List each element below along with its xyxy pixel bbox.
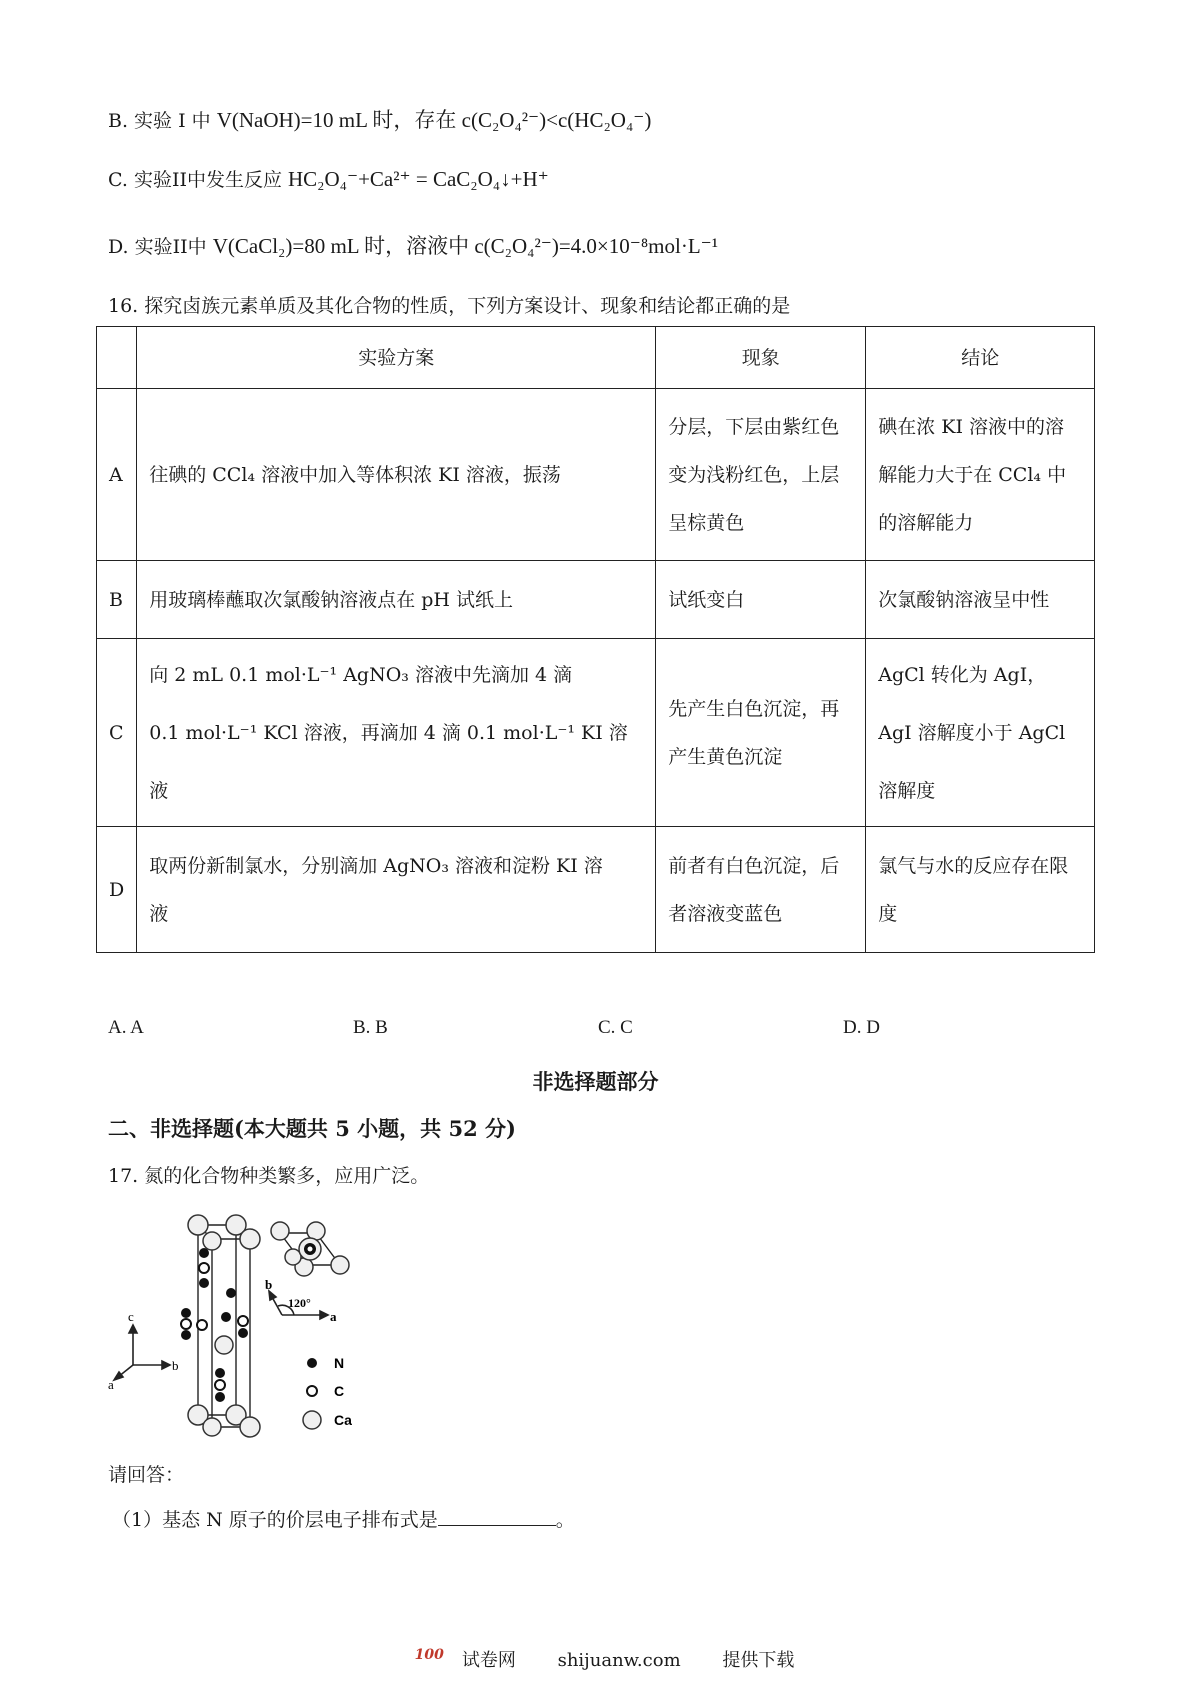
plan-line: 取两份新制氯水，分别滴加 AgNO₃ 溶液和淀粉 KI 溶 xyxy=(149,854,603,877)
footer-url[interactable]: shijuanw.com xyxy=(557,1650,681,1671)
phenomenon-line: 试纸变白 xyxy=(668,588,745,611)
conclusion-line: 度 xyxy=(878,902,898,925)
choice-c: C. C xyxy=(598,1017,633,1038)
table-row xyxy=(97,389,1095,561)
table-row xyxy=(97,827,1095,953)
n-atom xyxy=(199,1248,209,1258)
n-atom xyxy=(226,1288,236,1298)
row-plan xyxy=(137,639,656,827)
option-d-prefix: D. 实验II中 xyxy=(108,236,207,258)
phenomenon-line: 前者有白色沉淀，后 xyxy=(668,854,840,877)
phenomenon-line: 产生黄色沉淀 xyxy=(668,745,783,768)
phenomenon-line: 者溶液变蓝色 xyxy=(668,902,783,925)
option-b-formula: V(NaOH)=10 mL 时，存在 c(C₂O₄²⁻)<c(HC₂O₄⁻) xyxy=(216,108,652,132)
row-conclusion xyxy=(866,561,1095,639)
row-plan xyxy=(137,389,656,561)
conclusion-line: 的溶解能力 xyxy=(878,511,974,534)
row-phenomenon xyxy=(656,827,866,953)
ca-atom xyxy=(331,1256,349,1274)
phenomenon-line: 变为浅粉红色，上层 xyxy=(668,463,840,486)
q17-stem: 17. 氮的化合物种类繁多，应用广泛。 xyxy=(108,1165,430,1187)
ca-atom xyxy=(271,1222,289,1240)
plan-line: 0.1 mol·L⁻¹ KCl 溶液，再滴加 4 滴 0.1 mol·L⁻¹ KI 溶 xyxy=(149,721,628,744)
legend-ca-label: Ca xyxy=(334,1412,352,1428)
choice-a: A. A xyxy=(108,1017,144,1038)
lattice-axis-a-label: a xyxy=(330,1309,337,1324)
axis-indicator xyxy=(114,1325,170,1380)
top-view-c-atom xyxy=(308,1247,313,1252)
option-c-prefix: C. 实验II中发生反应 xyxy=(108,169,282,191)
row-phenomenon xyxy=(656,639,866,827)
ca-atom xyxy=(203,1418,221,1436)
c-atoms xyxy=(181,1263,248,1390)
row-conclusion xyxy=(866,389,1095,561)
ca-atom xyxy=(188,1215,208,1235)
q17-sub1 xyxy=(112,1505,575,1532)
row-conclusion xyxy=(866,827,1095,953)
table-row xyxy=(97,639,1095,827)
lattice-axis-b-label: b xyxy=(265,1277,273,1292)
axis-b-label: b xyxy=(172,1358,179,1373)
c-atom xyxy=(215,1380,225,1390)
page-footer xyxy=(0,1646,1191,1672)
option-d-line xyxy=(108,230,718,260)
ca-atom xyxy=(215,1336,233,1354)
n-atom xyxy=(199,1278,209,1288)
option-b-prefix: B. 实验 I 中 xyxy=(108,110,211,132)
legend-ca-marker xyxy=(303,1411,321,1429)
footer-site-name: 试卷网 xyxy=(461,1650,516,1671)
axis-c-label: c xyxy=(128,1309,134,1324)
phenomenon-line: 分层，下层由紫红色 xyxy=(668,415,840,438)
table-row xyxy=(97,561,1095,639)
table-header-row xyxy=(97,327,1095,389)
q17-sub1-text: （1）基态 N 原子的价层电子排布式是 xyxy=(112,1509,438,1531)
footer-note: 提供下载 xyxy=(722,1650,795,1671)
legend-n-marker xyxy=(307,1358,317,1368)
header-conclusion: 结论 xyxy=(866,327,1095,389)
option-d-formula: V(CaCl₂)=80 mL 时，溶液中 c(C₂O₄²⁻)=4.0×10⁻⁸mol·L⁻¹ xyxy=(212,234,719,258)
row-label: C xyxy=(97,639,137,827)
row-plan xyxy=(137,827,656,953)
q17-prompt: 请回答： xyxy=(108,1464,185,1486)
option-b-line xyxy=(108,104,651,134)
c-atom xyxy=(199,1263,209,1273)
row-phenomenon xyxy=(656,561,866,639)
ca-atom xyxy=(240,1417,260,1437)
choice-d: D. D xyxy=(843,1017,880,1038)
n-atom xyxy=(181,1308,191,1318)
c-atom xyxy=(197,1320,207,1330)
conclusion-line: AgCl 转化为 AgI， xyxy=(878,663,1047,686)
plan-line: 向 2 mL 0.1 mol·L⁻¹ AgNO₃ 溶液中先滴加 4 滴 xyxy=(149,663,573,686)
c-atom xyxy=(181,1319,191,1329)
n-atom xyxy=(215,1392,225,1402)
option-c-formula: HC₂O₄⁻+Ca²⁺ = CaC₂O₄↓+H⁺ xyxy=(288,167,549,191)
conclusion-line: AgI 溶解度小于 AgCl xyxy=(878,721,1066,744)
conclusion-line: 次氯酸钠溶液呈中性 xyxy=(878,588,1050,611)
phenomenon-line: 呈棕黄色 xyxy=(668,511,745,534)
header-phenomenon: 现象 xyxy=(656,327,866,389)
legend-c-marker xyxy=(307,1386,317,1396)
row-phenomenon xyxy=(656,389,866,561)
choice-b: B. B xyxy=(353,1017,388,1038)
header-empty-cell xyxy=(97,327,137,389)
ca-atom xyxy=(203,1232,221,1250)
experiment-table xyxy=(96,326,1095,953)
plan-line: 用玻璃棒蘸取次氯酸钠溶液点在 pH 试纸上 xyxy=(149,588,514,611)
option-c-line xyxy=(108,165,549,192)
conclusion-line: 氯气与水的反应存在限 xyxy=(878,854,1069,877)
row-conclusion xyxy=(866,639,1095,827)
conclusion-line: 溶解度 xyxy=(878,779,936,802)
phenomenon-line: 先产生白色沉淀，再 xyxy=(668,697,840,720)
n-atom xyxy=(221,1312,231,1322)
q16-stem: 16. 探究卤族元素单质及其化合物的性质，下列方案设计、现象和结论都正确的是 xyxy=(108,295,791,317)
plan-line: 往碘的 CCl₄ 溶液中加入等体积浓 KI 溶液，振荡 xyxy=(149,463,561,486)
legend-c-label: C xyxy=(334,1383,345,1399)
conclusion-line: 碘在浓 KI 溶液中的溶 xyxy=(878,415,1065,438)
ca-atom xyxy=(240,1229,260,1249)
row-plan xyxy=(137,561,656,639)
header-plan: 实验方案 xyxy=(137,327,656,389)
crystal-structure-figure xyxy=(108,1205,398,1445)
row-label: D xyxy=(97,827,137,953)
c-atom xyxy=(238,1316,248,1326)
n-atom xyxy=(238,1328,248,1338)
angle-label: 120° xyxy=(288,1296,311,1310)
footer-site xyxy=(397,1647,516,1671)
n-atom xyxy=(181,1330,191,1340)
plan-line: 液 xyxy=(149,779,169,802)
site-logo: 100 xyxy=(414,1647,444,1663)
row-label: A xyxy=(97,389,137,561)
q17-sub1-end: 。 xyxy=(555,1509,575,1531)
n-atom xyxy=(215,1368,225,1378)
section-title: 非选择题部分 xyxy=(532,1069,659,1094)
plan-line: 液 xyxy=(149,902,169,925)
legend-n-label: N xyxy=(334,1355,345,1371)
answer-blank[interactable] xyxy=(438,1507,556,1526)
section-heading: 二、非选择题(本大题共 5 小题，共 52 分) xyxy=(108,1116,516,1141)
conclusion-line: 解能力大于在 CCl₄ 中 xyxy=(878,463,1067,486)
axis-a-label: a xyxy=(108,1377,114,1392)
row-label: B xyxy=(97,561,137,639)
